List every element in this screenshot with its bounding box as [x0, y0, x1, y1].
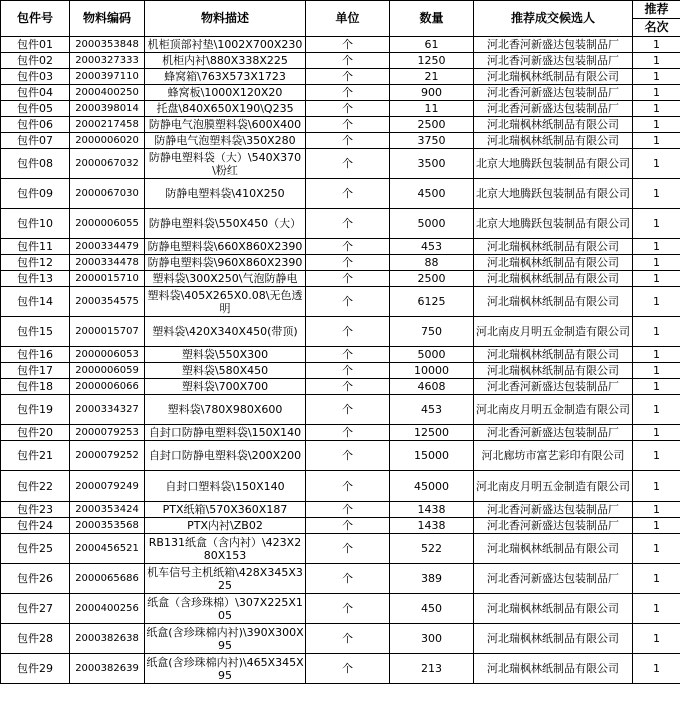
cell-qty: 11	[390, 101, 474, 117]
header-rank-bottom: 名次	[633, 19, 680, 37]
cell-qty: 5000	[390, 209, 474, 239]
cell-rank: 1	[633, 179, 680, 209]
cell-rank: 1	[633, 594, 680, 624]
cell-code: 2000353424	[70, 502, 145, 518]
cell-unit: 个	[306, 101, 390, 117]
cell-desc: 防静电塑料袋\550X450（大）	[145, 209, 306, 239]
cell-supplier: 河北香河新盛达包装制品厂	[474, 518, 633, 534]
header-row-top	[1, 1, 680, 19]
cell-rank: 1	[633, 37, 680, 53]
cell-pkg: 包件22	[1, 471, 70, 502]
table-row	[1, 518, 680, 534]
cell-rank: 1	[633, 317, 680, 347]
cell-code: 2000217458	[70, 117, 145, 133]
cell-code: 2000065686	[70, 564, 145, 594]
cell-desc: 防静电塑料袋（大）\540X370\粉红	[145, 149, 306, 179]
cell-supplier: 河北瑞枫林纸制品有限公司	[474, 133, 633, 149]
cell-unit: 个	[306, 69, 390, 85]
cell-supplier: 河北南皮月明五金制造有限公司	[474, 317, 633, 347]
table-row	[1, 101, 680, 117]
table-row	[1, 441, 680, 471]
cell-code: 2000079253	[70, 425, 145, 441]
cell-pkg: 包件17	[1, 363, 70, 379]
cell-desc: 蜂窝板\1000X120X20	[145, 85, 306, 101]
cell-code: 2000382638	[70, 624, 145, 654]
cell-desc: 防静电塑料袋\410X250	[145, 179, 306, 209]
cell-unit: 个	[306, 534, 390, 564]
cell-qty: 213	[390, 654, 474, 684]
cell-pkg: 包件13	[1, 271, 70, 287]
cell-supplier: 河北瑞枫林纸制品有限公司	[474, 239, 633, 255]
cell-supplier: 河北香河新盛达包装制品厂	[474, 53, 633, 69]
cell-supplier: 河北香河新盛达包装制品厂	[474, 101, 633, 117]
cell-pkg: 包件19	[1, 395, 70, 425]
cell-rank: 1	[633, 255, 680, 271]
table-body	[1, 37, 680, 684]
cell-supplier: 河北廊坊市富艺彩印有限公司	[474, 441, 633, 471]
cell-supplier: 河北瑞枫林纸制品有限公司	[474, 255, 633, 271]
cell-desc: 纸盒(含珍珠棉内衬)\390X300X95	[146, 625, 304, 652]
cell-supplier: 北京大地腾跃包装制品有限公司	[474, 179, 633, 209]
cell-rank: 1	[633, 379, 680, 395]
cell-pkg: 包件20	[1, 425, 70, 441]
cell-code: 2000456521	[70, 534, 145, 564]
cell-unit: 个	[306, 624, 390, 654]
cell-pkg: 包件04	[1, 85, 70, 101]
cell-code: 2000015710	[70, 271, 145, 287]
cell-code: 2000400250	[70, 85, 145, 101]
cell-rank: 1	[633, 209, 680, 239]
cell-unit: 个	[306, 317, 390, 347]
cell-code: 2000334479	[70, 239, 145, 255]
cell-qty: 522	[390, 534, 474, 564]
cell-qty: 12500	[390, 425, 474, 441]
table-row	[1, 69, 680, 85]
cell-unit: 个	[306, 564, 390, 594]
cell-rank: 1	[633, 471, 680, 502]
cell-supplier: 河北瑞枫林纸制品有限公司	[474, 347, 633, 363]
header-pkg: 包件号	[1, 1, 70, 37]
cell-supplier: 河北南皮月明五金制造有限公司	[474, 395, 633, 425]
table-row	[1, 209, 680, 239]
cell-rank: 1	[633, 564, 680, 594]
cell-code: 2000397110	[70, 69, 145, 85]
cell-unit: 个	[306, 471, 390, 502]
header-supplier: 推荐成交候选人	[474, 1, 633, 37]
cell-pkg: 包件08	[1, 149, 70, 179]
table-row	[1, 624, 680, 654]
cell-supplier: 河北瑞枫林纸制品有限公司	[474, 624, 633, 654]
cell-desc: 自封口防静电塑料袋\150X140	[145, 425, 306, 441]
table-row	[1, 317, 680, 347]
cell-rank: 1	[633, 133, 680, 149]
cell-desc: 塑料袋\300X250\气泡防静电	[145, 271, 306, 287]
cell-pkg: 包件23	[1, 502, 70, 518]
cell-pkg: 包件21	[1, 441, 70, 471]
cell-supplier: 河北瑞枫林纸制品有限公司	[474, 287, 633, 317]
cell-unit: 个	[306, 518, 390, 534]
cell-unit: 个	[306, 654, 390, 684]
cell-rank: 1	[633, 518, 680, 534]
cell-unit: 个	[306, 425, 390, 441]
cell-qty: 453	[390, 239, 474, 255]
cell-rank: 1	[633, 117, 680, 133]
cell-qty: 21	[390, 69, 474, 85]
header-desc: 物料描述	[145, 1, 306, 37]
cell-unit: 个	[306, 37, 390, 53]
cell-qty: 2500	[390, 271, 474, 287]
table-row	[1, 347, 680, 363]
cell-supplier: 河北瑞枫林纸制品有限公司	[474, 654, 633, 684]
cell-pkg: 包件07	[1, 133, 70, 149]
cell-qty: 5000	[390, 347, 474, 363]
cell-unit: 个	[306, 363, 390, 379]
cell-qty: 300	[390, 624, 474, 654]
cell-pkg: 包件01	[1, 37, 70, 53]
table-row	[1, 287, 680, 317]
cell-unit: 个	[306, 117, 390, 133]
cell-rank: 1	[633, 85, 680, 101]
cell-desc: 机车信号主机纸箱\428X345X325	[145, 564, 306, 594]
cell-desc: 塑料袋\580X450	[145, 363, 306, 379]
cell-rank: 1	[633, 502, 680, 518]
cell-qty: 6125	[390, 287, 474, 317]
cell-unit: 个	[306, 395, 390, 425]
header-qty: 数量	[390, 1, 474, 37]
table-row	[1, 654, 680, 684]
cell-qty: 4500	[390, 179, 474, 209]
cell-qty: 3750	[390, 133, 474, 149]
table-row	[1, 53, 680, 69]
cell-supplier: 河北瑞枫林纸制品有限公司	[474, 69, 633, 85]
cell-qty: 2500	[390, 117, 474, 133]
cell-unit: 个	[306, 347, 390, 363]
header-unit: 单位	[306, 1, 390, 37]
cell-desc: 防静电塑料袋\660X860X2390	[145, 239, 306, 255]
cell-code: 2000079249	[70, 471, 145, 502]
cell-desc: 防静电塑料袋\960X860X2390	[145, 255, 306, 271]
cell-supplier: 河北香河新盛达包装制品厂	[474, 502, 633, 518]
cell-pkg: 包件14	[1, 287, 70, 317]
cell-unit: 个	[306, 133, 390, 149]
cell-unit: 个	[306, 85, 390, 101]
table-row	[1, 85, 680, 101]
cell-unit: 个	[306, 255, 390, 271]
cell-pkg: 包件29	[1, 654, 70, 684]
cell-desc: 塑料袋\700X700	[145, 379, 306, 395]
cell-desc: PTX纸箱\570X360X187	[145, 502, 306, 518]
cell-code: 2000006059	[70, 363, 145, 379]
cell-code: 2000382639	[70, 654, 145, 684]
cell-rank: 1	[633, 53, 680, 69]
cell-qty: 88	[390, 255, 474, 271]
cell-supplier: 河北瑞枫林纸制品有限公司	[474, 271, 633, 287]
cell-desc: 防静电气泡塑料袋\350X280	[145, 133, 306, 149]
cell-desc: 机柜顶部衬垫\1002X700X230	[145, 37, 306, 53]
cell-desc: 纸盒（含珍珠棉）\307X225X105	[145, 594, 306, 624]
cell-rank: 1	[633, 101, 680, 117]
cell-unit: 个	[306, 149, 390, 179]
cell-pkg: 包件10	[1, 209, 70, 239]
cell-desc: 塑料袋\420X340X450(带顶)	[145, 317, 306, 347]
cell-rank: 1	[633, 534, 680, 564]
cell-supplier: 河北香河新盛达包装制品厂	[474, 379, 633, 395]
table-row	[1, 564, 680, 594]
cell-qty: 3500	[390, 149, 474, 179]
cell-supplier: 北京大地腾跃包装制品有限公司	[474, 149, 633, 179]
cell-supplier: 河北瑞枫林纸制品有限公司	[474, 534, 633, 564]
table-row	[1, 149, 680, 179]
cell-code: 2000327333	[70, 53, 145, 69]
cell-desc: 托盘\840X650X190\Q235	[145, 101, 306, 117]
table-row	[1, 379, 680, 395]
cell-rank: 1	[633, 69, 680, 85]
cell-pkg: 包件15	[1, 317, 70, 347]
cell-pkg: 包件05	[1, 101, 70, 117]
table-row	[1, 395, 680, 425]
table-row	[1, 37, 680, 53]
cell-rank: 1	[633, 239, 680, 255]
cell-unit: 个	[306, 271, 390, 287]
header-code: 物料编码	[70, 1, 145, 37]
cell-code: 2000067030	[70, 179, 145, 209]
cell-rank: 1	[633, 363, 680, 379]
table-row	[1, 425, 680, 441]
cell-supplier: 河北瑞枫林纸制品有限公司	[474, 594, 633, 624]
cell-rank: 1	[633, 441, 680, 471]
cell-code: 2000006053	[70, 347, 145, 363]
cell-qty: 15000	[390, 441, 474, 471]
table-row	[1, 502, 680, 518]
cell-unit: 个	[306, 379, 390, 395]
cell-desc: 机柜内衬\880X338X225	[145, 53, 306, 69]
cell-desc: 纸盒(含珍珠棉内衬)\465X345X95	[146, 655, 304, 682]
table-row	[1, 239, 680, 255]
cell-code: 2000015707	[70, 317, 145, 347]
cell-supplier: 河北香河新盛达包装制品厂	[474, 564, 633, 594]
cell-qty: 10000	[390, 363, 474, 379]
table-row	[1, 363, 680, 379]
cell-code: 2000354575	[70, 287, 145, 317]
cell-pkg: 包件24	[1, 518, 70, 534]
cell-unit: 个	[306, 594, 390, 624]
cell-desc: 蜂窝箱\763X573X1723	[145, 69, 306, 85]
cell-desc: 塑料袋\780X980X600	[145, 395, 306, 425]
cell-desc: 塑料袋\405X265X0.08\无色透明	[145, 287, 306, 317]
cell-qty: 1438	[390, 502, 474, 518]
table-row	[1, 179, 680, 209]
cell-pkg: 包件02	[1, 53, 70, 69]
table-row	[1, 534, 680, 564]
cell-supplier: 河北瑞枫林纸制品有限公司	[474, 117, 633, 133]
cell-qty: 1438	[390, 518, 474, 534]
cell-unit: 个	[306, 441, 390, 471]
cell-pkg: 包件26	[1, 564, 70, 594]
header-rank-top: 推荐	[633, 1, 680, 19]
table-row	[1, 471, 680, 502]
cell-code: 2000398014	[70, 101, 145, 117]
cell-qty: 453	[390, 395, 474, 425]
cell-qty: 61	[390, 37, 474, 53]
table-row	[1, 117, 680, 133]
cell-unit: 个	[306, 209, 390, 239]
cell-rank: 1	[633, 395, 680, 425]
table-row	[1, 255, 680, 271]
cell-desc: 塑料袋\550X300	[145, 347, 306, 363]
cell-qty: 900	[390, 85, 474, 101]
cell-rank: 1	[633, 654, 680, 684]
cell-code: 2000067032	[70, 149, 145, 179]
cell-desc: 自封口塑料袋\150X140	[145, 471, 306, 502]
cell-qty: 1250	[390, 53, 474, 69]
cell-supplier: 河北香河新盛达包装制品厂	[474, 85, 633, 101]
cell-unit: 个	[306, 287, 390, 317]
cell-supplier: 河北南皮月明五金制造有限公司	[474, 471, 633, 502]
cell-pkg: 包件18	[1, 379, 70, 395]
cell-code: 2000006055	[70, 209, 145, 239]
cell-qty: 45000	[390, 471, 474, 502]
cell-rank: 1	[633, 271, 680, 287]
cell-desc: 防静电气泡膜塑料袋\600X400	[145, 117, 306, 133]
cell-unit: 个	[306, 53, 390, 69]
cell-supplier: 北京大地腾跃包装制品有限公司	[474, 209, 633, 239]
cell-pkg: 包件12	[1, 255, 70, 271]
cell-pkg: 包件25	[1, 534, 70, 564]
cell-code: 2000006066	[70, 379, 145, 395]
cell-desc: PTX内衬\ZB02	[145, 518, 306, 534]
cell-desc: 自封口防静电塑料袋\200X200	[145, 441, 306, 471]
cell-pkg: 包件16	[1, 347, 70, 363]
cell-rank: 1	[633, 287, 680, 317]
cell-pkg: 包件28	[1, 624, 70, 654]
table-row	[1, 133, 680, 149]
cell-pkg: 包件27	[1, 594, 70, 624]
cell-code: 2000079252	[70, 441, 145, 471]
cell-rank: 1	[633, 624, 680, 654]
cell-qty: 4608	[390, 379, 474, 395]
cell-unit: 个	[306, 502, 390, 518]
cell-unit: 个	[306, 239, 390, 255]
cell-supplier: 河北香河新盛达包装制品厂	[474, 37, 633, 53]
table-row	[1, 271, 680, 287]
cell-desc: RB131纸盒（含内衬）\423X280X153	[145, 534, 306, 564]
cell-qty: 450	[390, 594, 474, 624]
cell-code: 2000006020	[70, 133, 145, 149]
cell-qty: 750	[390, 317, 474, 347]
cell-unit: 个	[306, 179, 390, 209]
cell-pkg: 包件09	[1, 179, 70, 209]
cell-code: 2000400256	[70, 594, 145, 624]
cell-code: 2000334478	[70, 255, 145, 271]
cell-rank: 1	[633, 347, 680, 363]
cell-pkg: 包件06	[1, 117, 70, 133]
cell-pkg: 包件11	[1, 239, 70, 255]
cell-rank: 1	[633, 425, 680, 441]
cell-code: 2000334327	[70, 395, 145, 425]
table-row	[1, 594, 680, 624]
cell-code: 2000353848	[70, 37, 145, 53]
cell-supplier: 河北瑞枫林纸制品有限公司	[474, 363, 633, 379]
cell-qty: 389	[390, 564, 474, 594]
cell-rank: 1	[633, 149, 680, 179]
cell-supplier: 河北香河新盛达包装制品厂	[474, 425, 633, 441]
cell-pkg: 包件03	[1, 69, 70, 85]
cell-code: 2000353568	[70, 518, 145, 534]
